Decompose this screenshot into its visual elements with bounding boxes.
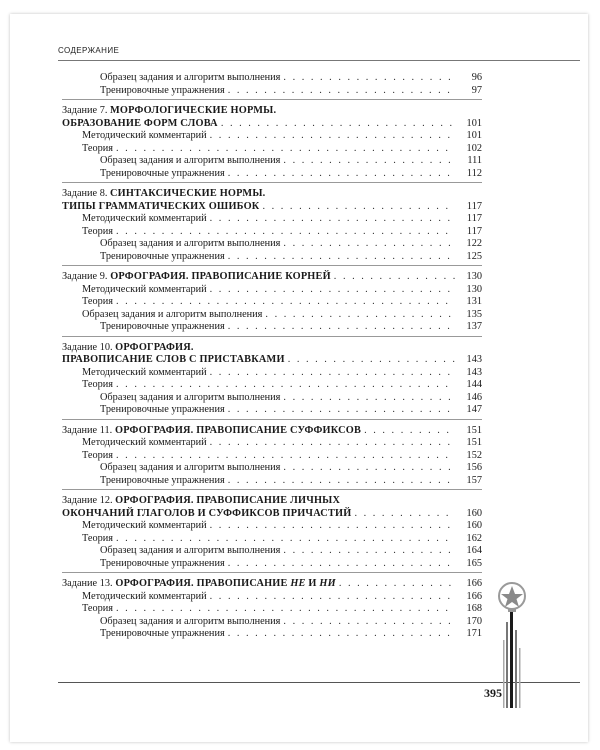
toc-entry bbox=[62, 379, 482, 392]
task-title: ОРФОГРАФИЯ. bbox=[115, 341, 194, 353]
toc-page-number: 160 bbox=[466, 520, 482, 531]
toc-leader-dots bbox=[283, 155, 455, 168]
toc-entry-label: Тренировочные упражнения bbox=[100, 557, 225, 569]
section-divider bbox=[62, 336, 482, 337]
toc-leader-dots bbox=[210, 520, 455, 533]
task-number: Задание 11. bbox=[62, 424, 113, 436]
toc-entry bbox=[62, 226, 482, 239]
toc-leader-dots bbox=[334, 271, 455, 284]
task-title: СИНТАКСИЧЕСКИЕ НОРМЫ. bbox=[110, 188, 266, 199]
toc-task-heading bbox=[62, 271, 482, 284]
toc-page-number: 125 bbox=[466, 250, 482, 262]
toc-page-number: 97 bbox=[471, 84, 482, 96]
toc-entry bbox=[62, 321, 482, 334]
toc-page-number: 144 bbox=[466, 379, 482, 390]
toc-page-number: 160 bbox=[466, 507, 482, 519]
toc-leader-dots bbox=[221, 118, 455, 131]
toc-leader-dots bbox=[228, 475, 455, 488]
toc-page-number: 111 bbox=[467, 155, 482, 166]
toc-entry bbox=[62, 475, 482, 488]
task-title: ОРФОГРАФИЯ. ПРАВОПИСАНИЕ СУФФИКСОВ bbox=[114, 424, 362, 436]
toc-entry-label: Тренировочные упражнения bbox=[100, 321, 225, 332]
toc-leader-dots bbox=[354, 508, 455, 521]
task-number: Задание 8. bbox=[62, 188, 108, 199]
toc-leader-dots bbox=[116, 379, 455, 392]
toc-entry bbox=[62, 591, 482, 604]
toc-page-number: 112 bbox=[466, 167, 482, 179]
toc-leader-dots bbox=[262, 201, 455, 214]
toc-entry bbox=[62, 143, 482, 156]
task-number: Задание 13. bbox=[62, 578, 113, 589]
toc-page-number: 162 bbox=[466, 532, 482, 544]
toc-entry-label: Методический комментарий bbox=[82, 520, 207, 531]
toc-entry bbox=[62, 85, 482, 98]
toc-page-number: 96 bbox=[471, 72, 482, 83]
toc-entry bbox=[62, 296, 482, 309]
toc-entry bbox=[62, 72, 482, 85]
toc-entry-label: Методический комментарий bbox=[82, 437, 207, 448]
task-number: Задание 9. bbox=[62, 271, 108, 282]
toc-page-number: 151 bbox=[466, 424, 482, 436]
toc-leader-dots bbox=[116, 296, 455, 309]
toc-leader-dots bbox=[116, 450, 455, 463]
task-number: Задание 12. bbox=[62, 495, 113, 506]
toc-page-number: 151 bbox=[466, 437, 482, 448]
toc-page-number: 168 bbox=[466, 603, 482, 614]
toc-entry bbox=[62, 367, 482, 380]
task-title: ОРФОГРАФИЯ. ПРАВОПИСАНИЕ ЛИЧНЫХ bbox=[115, 495, 341, 506]
toc-entry-label: Тренировочные упражнения bbox=[100, 628, 225, 639]
toc-leader-dots bbox=[116, 226, 455, 239]
toc-entry-label: Образец задания и алгоритм выполнения bbox=[100, 391, 281, 403]
toc-leader-dots bbox=[210, 367, 455, 380]
task-title-conjunction: И bbox=[305, 578, 320, 589]
toc-page-number: 166 bbox=[466, 590, 482, 602]
task-title-line-2 bbox=[62, 508, 482, 521]
toc-page-number: 157 bbox=[466, 474, 482, 486]
page-number: 395 bbox=[484, 686, 502, 700]
toc-leader-dots bbox=[228, 251, 455, 264]
toc-leader-dots bbox=[116, 603, 455, 616]
toc-entry-label: Образец задания и алгоритм выполнения bbox=[100, 615, 281, 627]
toc-leader-dots bbox=[283, 462, 455, 475]
toc-task-heading bbox=[62, 578, 482, 591]
toc-page-number: 130 bbox=[466, 283, 482, 295]
section-divider bbox=[62, 419, 482, 420]
task-title-line-2 bbox=[62, 201, 482, 214]
task-title-line-1 bbox=[62, 188, 482, 201]
toc-leader-dots bbox=[228, 168, 455, 181]
toc-page-number: 146 bbox=[466, 391, 482, 403]
toc-page-number: 170 bbox=[466, 615, 482, 627]
task-title-continued: ОКОНЧАНИЙ ГЛАГОЛОВ И СУФФИКСОВ ПРИЧАСТИЙ bbox=[62, 507, 352, 519]
section-divider bbox=[62, 182, 482, 183]
toc-leader-dots bbox=[364, 425, 455, 438]
toc-page-number: 135 bbox=[466, 308, 482, 320]
task-title-line-1 bbox=[62, 342, 482, 355]
toc-entry-label: Тренировочные упражнения bbox=[100, 474, 225, 486]
toc-entry-label: Образец задания и алгоритм выполнения bbox=[100, 155, 281, 166]
toc-entry bbox=[62, 462, 482, 475]
toc-entry bbox=[62, 392, 482, 405]
task-title-line-1 bbox=[62, 578, 482, 591]
task-title: ОРФОГРАФИЯ. ПРАВОПИСАНИЕ КОРНЕЙ bbox=[110, 271, 331, 282]
toc-entry bbox=[62, 437, 482, 450]
toc-leader-dots bbox=[210, 130, 455, 143]
toc-leader-dots bbox=[265, 309, 455, 322]
toc-leader-dots bbox=[210, 437, 455, 450]
toc-task-heading bbox=[62, 425, 482, 438]
toc-leader-dots bbox=[210, 213, 455, 226]
task-title-continued: ТИПЫ ГРАММАТИЧЕСКИХ ОШИБОК bbox=[62, 200, 260, 212]
toc-page-number: 156 bbox=[466, 462, 482, 473]
toc-entry bbox=[62, 251, 482, 264]
task-title-continued: ОБРАЗОВАНИЕ ФОРМ СЛОВА bbox=[62, 117, 218, 129]
toc-page-number: 164 bbox=[466, 545, 482, 556]
toc-entry-label: Методический комментарий bbox=[82, 213, 207, 224]
running-head: СОДЕРЖАНИЕ bbox=[58, 46, 120, 55]
toc-entry bbox=[62, 404, 482, 417]
toc-page-number: 102 bbox=[466, 142, 482, 154]
toc-page-number: 152 bbox=[466, 449, 482, 461]
task-title-italic-ne: НЕ bbox=[290, 578, 306, 589]
task-title-line-2 bbox=[62, 354, 482, 367]
toc-leader-dots bbox=[283, 616, 455, 629]
toc-leader-dots bbox=[228, 558, 455, 571]
task-title-line-1 bbox=[62, 425, 482, 438]
toc-entry bbox=[62, 603, 482, 616]
toc-entry-label: Тренировочные упражнения bbox=[100, 250, 225, 262]
toc-entry bbox=[62, 628, 482, 641]
toc-page-number: 101 bbox=[466, 130, 482, 141]
task-title-italic-ni: НИ bbox=[319, 578, 336, 589]
toc-leader-dots bbox=[228, 85, 455, 98]
toc-page-number: 122 bbox=[466, 238, 482, 249]
toc-page-number: 117 bbox=[466, 200, 482, 212]
section-divider bbox=[62, 99, 482, 100]
toc-entry bbox=[62, 533, 482, 546]
toc-entry bbox=[62, 130, 482, 143]
toc-entry bbox=[62, 558, 482, 571]
toc-leader-dots bbox=[283, 392, 455, 405]
toc-entry-label: Образец задания и алгоритм выполнения bbox=[82, 308, 263, 320]
toc-entry bbox=[62, 616, 482, 629]
toc-page-number: 143 bbox=[466, 354, 482, 365]
toc-page-number: 165 bbox=[466, 557, 482, 569]
toc-leader-dots bbox=[228, 321, 455, 334]
toc-leader-dots bbox=[283, 72, 455, 85]
toc-entry-label: Теория bbox=[82, 142, 114, 154]
toc-entry-label: Методический комментарий bbox=[82, 590, 207, 602]
toc-entry-label: Методический комментарий bbox=[82, 130, 207, 141]
section-divider bbox=[62, 572, 482, 573]
toc-entry-label: Образец задания и алгоритм выполнения bbox=[100, 545, 281, 556]
toc-leader-dots bbox=[210, 591, 455, 604]
toc-entry bbox=[62, 213, 482, 226]
toc-entry-label: Методический комментарий bbox=[82, 366, 207, 378]
table-of-contents bbox=[62, 72, 482, 641]
toc-entry-label: Образец задания и алгоритм выполнения bbox=[100, 238, 281, 249]
toc-page-number: 131 bbox=[466, 296, 482, 307]
toc-leader-dots bbox=[228, 628, 455, 641]
toc-page-number: 143 bbox=[466, 366, 482, 378]
toc-entry-label: Теория bbox=[82, 449, 114, 461]
section-divider bbox=[62, 265, 482, 266]
section-divider bbox=[62, 489, 482, 490]
toc-task-heading bbox=[62, 188, 482, 213]
emblem-decoration-icon bbox=[494, 578, 534, 708]
task-title-line-2 bbox=[62, 118, 482, 131]
task-number: Задание 7. bbox=[62, 105, 108, 116]
toc-leader-dots bbox=[116, 533, 455, 546]
toc-leader-dots bbox=[288, 354, 455, 367]
toc-entry-label: Тренировочные упражнения bbox=[100, 404, 225, 415]
toc-page-number: 117 bbox=[466, 225, 482, 237]
toc-page-number: 166 bbox=[466, 578, 482, 589]
toc-page-number: 130 bbox=[466, 271, 482, 282]
toc-entry-label: Методический комментарий bbox=[82, 283, 207, 295]
task-title-line-1 bbox=[62, 105, 482, 118]
toc-entry bbox=[62, 309, 482, 322]
header-rule bbox=[58, 60, 580, 61]
toc-entry bbox=[62, 545, 482, 558]
task-title-continued: ПРАВОПИСАНИЕ СЛОВ С ПРИСТАВКАМИ bbox=[62, 354, 285, 365]
toc-leader-dots bbox=[339, 578, 455, 591]
toc-task-heading bbox=[62, 105, 482, 130]
toc-leader-dots bbox=[210, 284, 455, 297]
toc-page-number: 171 bbox=[466, 628, 482, 639]
toc-entry-label: Теория bbox=[82, 296, 114, 307]
toc-page-number: 101 bbox=[466, 117, 482, 129]
toc-entry-label: Образец задания и алгоритм выполнения bbox=[100, 72, 281, 83]
toc-page-number: 117 bbox=[466, 213, 482, 224]
toc-entry-label: Теория bbox=[82, 379, 114, 390]
toc-task-heading bbox=[62, 342, 482, 367]
toc-entry-label: Теория bbox=[82, 225, 114, 237]
task-title: МОРФОЛОГИЧЕСКИЕ НОРМЫ. bbox=[110, 105, 277, 116]
toc-entry bbox=[62, 238, 482, 251]
toc-page-number: 147 bbox=[466, 404, 482, 415]
toc-entry-label: Тренировочные упражнения bbox=[100, 84, 225, 96]
toc-leader-dots bbox=[283, 545, 455, 558]
toc-leader-dots bbox=[228, 404, 455, 417]
toc-entry bbox=[62, 168, 482, 181]
toc-leader-dots bbox=[283, 238, 455, 251]
toc-entry bbox=[62, 155, 482, 168]
task-title-line-1 bbox=[62, 495, 482, 508]
toc-entry-label: Образец задания и алгоритм выполнения bbox=[100, 462, 281, 473]
toc-entry bbox=[62, 450, 482, 463]
toc-entry-label: Тренировочные упражнения bbox=[100, 167, 225, 179]
task-title: ОРФОГРАФИЯ. ПРАВОПИСАНИЕ bbox=[115, 578, 291, 589]
toc-entry-label: Теория bbox=[82, 532, 114, 544]
toc-page-number: 137 bbox=[466, 321, 482, 332]
toc-entry bbox=[62, 284, 482, 297]
task-title-line-1 bbox=[62, 271, 482, 284]
toc-entry bbox=[62, 520, 482, 533]
toc-task-heading bbox=[62, 495, 482, 520]
toc-leader-dots bbox=[116, 143, 455, 156]
toc-entry-label: Теория bbox=[82, 603, 114, 614]
task-number: Задание 10. bbox=[62, 341, 113, 353]
